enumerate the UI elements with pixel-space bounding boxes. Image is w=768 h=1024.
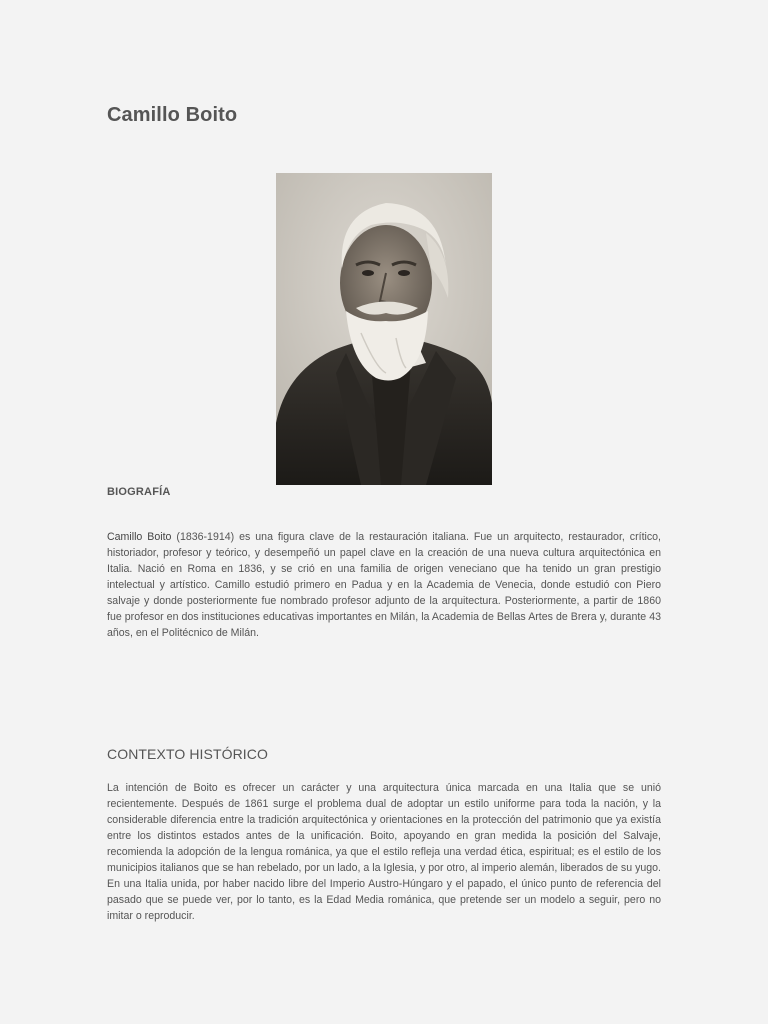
biography-text: (1836-1914) es una figura clave de la restauración italiana. Fue un arquitecto, restaurador, crítico, historiador, profesor y teórico, y desempeñó un papel clave en la creación de una nueva cultura arquitectónica en Italia. Nació en Roma en 1836, y se crió en una familia de origen veneciano que ha tenido un gran prestigio intelectual y artístico. Camillo estudió primero en Padua y en la Academia de Venecia, donde estudió con Piero salvaje y donde posteriormente fue nombrado profesor adjunto de la arquitectura. Posteriormente, a partir de 1860 fue profesor en dos instituciones educativas importantes en Milán, la Academia de Bellas Artes de Brera y, durante 43 años, en el Politécnico de Milán. (107, 531, 661, 639)
context-paragraph: La intención de Boito es ofrecer un carácter y una arquitectura única marcada en una Italia que se unió recientemente. Después de 1861 surge el problema dual de adoptar un estilo uniforme para toda la nación, y la considerable diferencia entre la tradición arquitectónica y orientaciones en la protección del patrimonio que ya existía entre los distintos estados antes de la unificación. Boito, apoyando en gran medida la posición del Salvaje, recomienda la adopción de la lengua románica, ya que el estilo refleja una verdad ética, espiritual; es el estilo de los municipios italianos que se han rebelado, por un lado, a la Iglesia, y por otro, al imperio alemán, liberados de su yugo. En una Italia unida, por haber nacido libre del Imperio Austro-Húngaro y el papado, el único punto de referencia del pasado que se puede ver, por lo tanto, es la Edad Media románica, que pretende ser un modelo a seguir, pero no imitar o reproducir. (107, 782, 661, 922)
portrait-photo (276, 173, 492, 485)
biography-lead-name: Camillo Boito (107, 531, 172, 543)
context-heading: CONTEXTO HISTÓRICO (107, 746, 268, 762)
page-title: Camillo Boito (107, 104, 238, 126)
biography-heading: BIOGRAFÍA (107, 486, 171, 498)
biography-paragraph (107, 529, 661, 641)
